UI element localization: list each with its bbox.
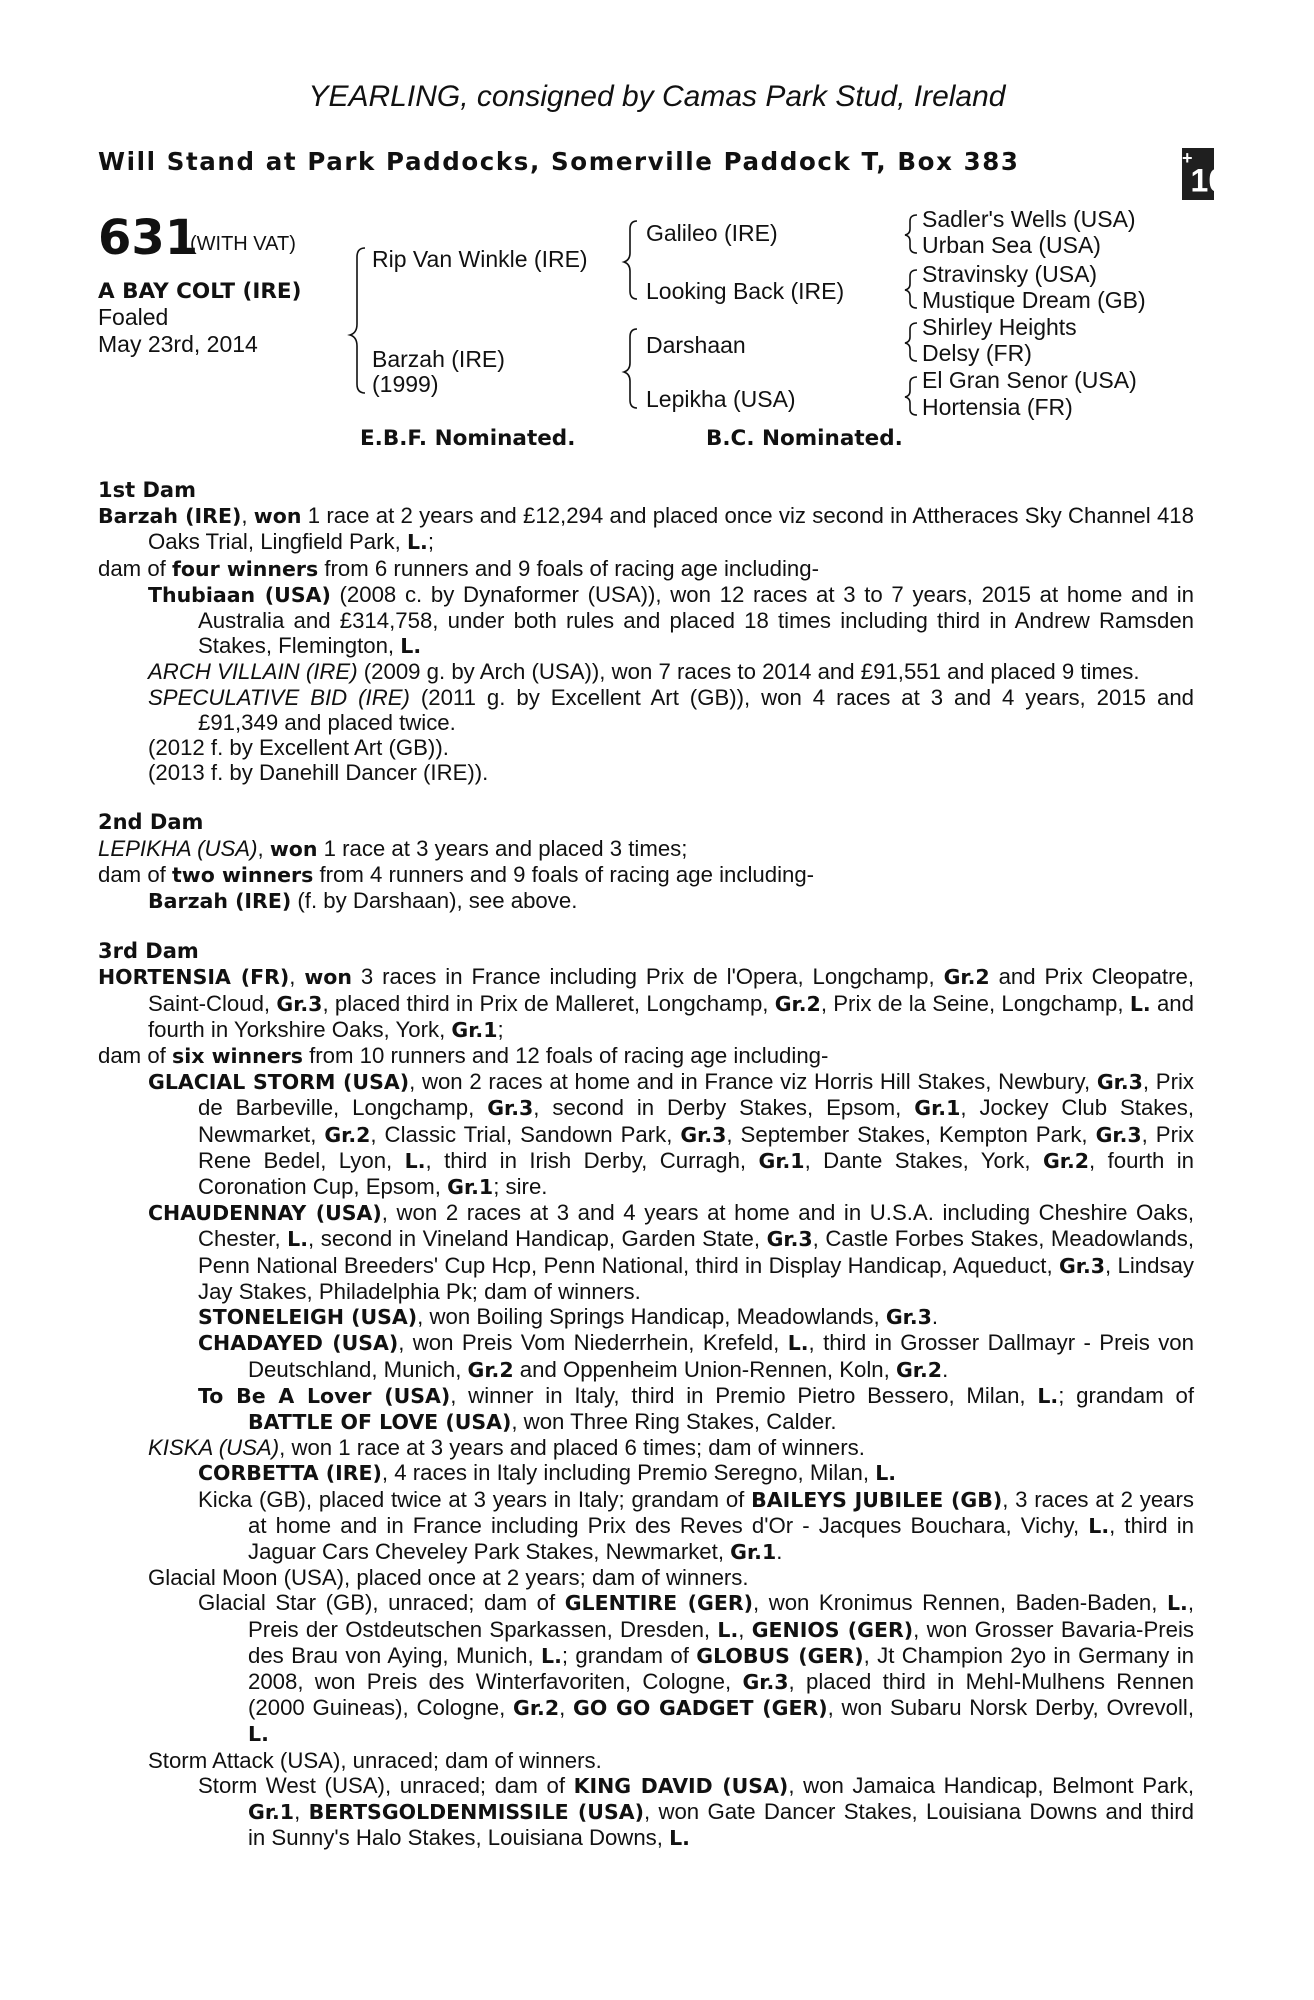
brace-dam xyxy=(624,329,637,408)
produce-entry: CHAUDENNAY (USA), won 2 races at 3 and 4 years at home and in U.S.A. including Cheshire Oaks, Chester, L., second in Vineland Handicap, Garden State, Gr.3, Castle Forbes Stakes, Meadowlands, Penn National Breeders' Cup Hcp, Penn National, third in Display Handicap, Aqueduct, Gr.3, Lindsay Jay Stakes, Philadelphia Pk; dam of winners. xyxy=(148,1200,1195,1304)
lot-number: 631 xyxy=(98,210,199,266)
brace-sd xyxy=(905,270,917,308)
ped-sds: Stravinsky (USA) xyxy=(922,261,1098,287)
produce-entry: Kicka (GB), placed twice at 3 years in Italy; grandam of BAILEYS JUBILEE (GB), 3 races at 2 years at home and in France including Prix des Reves d'Or - Jacques Bouchara, Vichy, L., third in Jaguar Cars Cheveley Park Stakes, Newmarket, Gr.1. xyxy=(198,1486,1194,1564)
third-dam-heading: 3rd Dam xyxy=(98,939,199,964)
produce-entry: KISKA (USA), won 1 race at 3 years and placed 6 times; dam of winners. xyxy=(148,1435,865,1461)
third-dam-entry: HORTENSIA (FR), won 3 races in France including Prix de l'Opera, Longchamp, Gr.2 and Prix Cleopatre, Saint-Cloud, Gr.3, placed third in Prix de Malleret, Longchamp, Gr.2, Prix de la Seine, Longchamp, L. and fourth in Yorkshire Oaks, York, Gr.1; xyxy=(98,964,1194,1042)
dam-name: Barzah (IRE) xyxy=(372,346,505,372)
produce-record xyxy=(98,478,1194,1851)
produce-entry: Glacial Moon (USA), placed once at 2 years; dam of winners. xyxy=(148,1565,749,1591)
produce-entry: Thubiaan (USA) (2008 c. by Dynaformer (USA)), won 12 races at 3 to 7 years, 2015 at home and in Australia and £314,758, under both rules and placed 18 times including third in Andrew Ramsden Stakes, Flemington, L. xyxy=(148,581,1194,659)
first-dam-heading: 1st Dam xyxy=(98,478,196,502)
sire-dam: Looking Back (IRE) xyxy=(646,278,845,304)
first-dam-produce: dam of four winners from 6 runners and 9 foals of racing age including- xyxy=(98,555,819,581)
produce-entry: STONELEIGH (USA), won Boiling Springs Handicap, Meadowlands, Gr.3. xyxy=(198,1304,939,1330)
dam-year: (1999) xyxy=(372,371,439,397)
ebf-nominated: E.B.F. Nominated. xyxy=(360,426,576,451)
brace-ss xyxy=(905,215,917,253)
first-dam-entry: Barzah (IRE), won 1 race at 2 years and £12,294 and placed once viz second in Attheraces Sky Channel 418 Oaks Trial, Lingfield Park, L.; xyxy=(98,503,1194,555)
foaled-label: Foaled xyxy=(98,304,169,330)
stand-location: Will Stand at Park Paddocks, Somerville Paddock T, Box 383 xyxy=(98,147,1020,176)
ped-dss: Shirley Heights xyxy=(922,314,1077,340)
sire-sire: Galileo (IRE) xyxy=(646,220,778,246)
produce-entry: Barzah (IRE) (f. by Darshaan), see above. xyxy=(148,888,578,914)
dam-dam: Lepikha (USA) xyxy=(646,386,796,412)
ped-dds: El Gran Senor (USA) xyxy=(922,367,1137,393)
produce-entry: CORBETTA (IRE), 4 races in Italy including Premio Seregno, Milan, L. xyxy=(198,1460,897,1486)
second-dam-heading: 2nd Dam xyxy=(98,810,204,835)
brace-ds xyxy=(905,323,917,361)
produce-entry: CHADAYED (USA), won Preis Vom Niederrhein, Krefeld, L., third in Grosser Dallmayr - Preis von Deutschland, Munich, Gr.2 and Oppenheim Union-Rennen, Koln, Gr.2. xyxy=(198,1330,1194,1382)
sire-name: Rip Van Winkle (IRE) xyxy=(372,246,588,272)
produce-entry: SPECULATIVE BID (IRE) (2011 g. by Excellent Art (GB)), won 4 races at 3 and 4 years, 2015 and £91,349 and placed twice. xyxy=(148,684,1194,735)
brace-dd xyxy=(905,377,917,415)
second-dam-produce: dam of two winners from 4 runners and 9 foals of racing age including- xyxy=(98,861,815,887)
produce-entry: ARCH VILLAIN (IRE) (2009 g. by Arch (USA)), won 7 races to 2014 and £91,551 and placed 9 times. xyxy=(148,659,1140,685)
brace-sire xyxy=(624,221,637,299)
lot-description: A BAY COLT (IRE) xyxy=(98,279,302,304)
third-dam-produce: dam of six winners from 10 runners and 12 foals of racing age including- xyxy=(98,1043,829,1069)
produce-entry: Storm West (USA), unraced; dam of KING DAVID (USA), won Jamaica Handicap, Belmont Park, Gr.1, BERTSGOLDENMISSILE (USA), won Gate Dancer Stakes, Louisiana Downs and third in Sunny's Halo Stakes, Louisiana Downs, L. xyxy=(198,1772,1194,1851)
ped-sss: Sadler's Wells (USA) xyxy=(922,206,1136,232)
lot-badge: +10 xyxy=(1182,148,1227,199)
brace-sire-dam xyxy=(350,248,365,393)
produce-entry: To Be A Lover (USA), winner in Italy, third in Premio Pietro Bessero, Milan, L.; grandam of BATTLE OF LOVE (USA), won Three Ring Stakes, Calder. xyxy=(198,1382,1194,1434)
vat-label: (WITH VAT) xyxy=(190,233,296,255)
second-dam-entry: LEPIKHA (USA), won 1 race at 3 years and placed 3 times; xyxy=(98,835,688,861)
produce-entry: (2012 f. by Excellent Art (GB)). xyxy=(148,735,449,761)
dam-sire: Darshaan xyxy=(646,332,746,358)
ped-sdd: Mustique Dream (GB) xyxy=(922,287,1146,313)
ped-ddd: Hortensia (FR) xyxy=(922,394,1073,420)
produce-entry: (2013 f. by Danehill Dancer (IRE)). xyxy=(148,760,489,786)
produce-entry: Glacial Star (GB), unraced; dam of GLENTIRE (GER), won Kronimus Rennen, Baden-Baden, L., Preis der Ostdeutschen Sparkassen, Dresden, L., GENIOS (GER), won Grosser Bavaria-Preis des Brau von Aying, Munich, L.; grandam of GLOBUS (GER), Jt Champion 2yo in Germany in 2008, won Preis des Winterfavoriten, Cologne, Gr.3, placed third in Mehl-Mulhens Rennen (2000 Guineas), Cologne, Gr.2, GO GO GADGET (GER), won Subaru Norsk Derby, Ovrevoll, L. xyxy=(198,1590,1194,1747)
produce-entry: GLACIAL STORM (USA), won 2 races at home and in France viz Horris Hill Stakes, Newbury, Gr.3, Prix de Barbeville, Longchamp, Gr.3, second in Derby Stakes, Epsom, Gr.1, Jockey Club Stakes, Newmarket, Gr.2, Classic Trial, Sandown Park, Gr.3, September Stakes, Kempton Park, Gr.3, Prix Rene Bedel, Lyon, L., third in Irish Derby, Curragh, Gr.1, Dante Stakes, York, Gr.2, fourth in Coronation Cup, Epsom, Gr.1; sire. xyxy=(148,1069,1195,1200)
produce-entry: Storm Attack (USA), unraced; dam of winners. xyxy=(148,1747,602,1773)
ped-ssd: Urban Sea (USA) xyxy=(922,232,1101,258)
foaled-date: May 23rd, 2014 xyxy=(98,331,258,357)
bc-nominated: B.C. Nominated. xyxy=(706,426,903,451)
ped-dsd: Delsy (FR) xyxy=(922,340,1032,366)
page-title: YEARLING, consigned by Camas Park Stud, Ireland xyxy=(308,80,1006,113)
